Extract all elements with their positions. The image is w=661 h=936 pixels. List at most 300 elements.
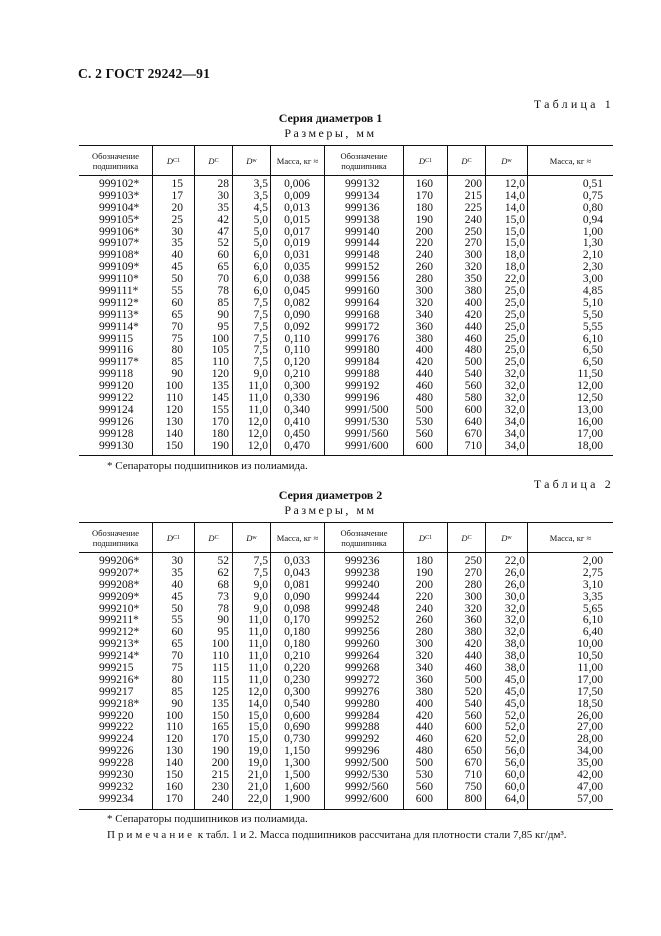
table-cell: 14,0 <box>247 697 268 710</box>
table-cell: 155 <box>211 403 229 416</box>
col-header-designation: Обозначение подшипника <box>79 523 153 552</box>
table-cell: 0,340 <box>284 403 310 416</box>
table-cell: 85 <box>217 296 229 309</box>
table-cell: 14,0 <box>504 201 525 214</box>
table-cell: 7,5 <box>253 308 268 321</box>
table-cell: 460 <box>464 662 482 675</box>
table-cell: 999196 <box>345 392 380 405</box>
table-cell: 7,5 <box>253 332 268 345</box>
table-cell: 190 <box>415 566 433 579</box>
table-cell: 70 <box>171 320 183 333</box>
note-text: к табл. 1 и 2. Масса подшипников рассчитана для плотности стали 7,85 кг/дм³. <box>197 829 567 841</box>
table-cell: 9,0 <box>253 590 268 603</box>
table-cell: 560 <box>415 780 433 793</box>
table-cell: 3,5 <box>253 189 268 202</box>
table-cell: 11,0 <box>248 626 268 639</box>
table2-col-dc-right <box>448 553 486 809</box>
table-cell: 56,0 <box>504 757 525 770</box>
col-header-mass: Масса, кг ≈ <box>549 155 592 166</box>
col-header-designation: Обозначение подшипника <box>325 146 404 175</box>
table-cell: 25,0 <box>504 320 525 333</box>
table-cell: 9992/500 <box>345 757 389 770</box>
table-cell: 0,94 <box>582 213 603 226</box>
table-cell: 999140 <box>345 225 380 238</box>
table-cell: 9992/530 <box>345 769 389 782</box>
table-cell: 12,00 <box>577 380 603 393</box>
table-cell: 18,0 <box>504 261 525 274</box>
table-cell: 200 <box>464 178 482 190</box>
table-cell: 999112* <box>99 296 139 309</box>
table-cell: 999209* <box>99 590 140 603</box>
table-cell: 0,330 <box>284 392 310 405</box>
table-cell: 60 <box>171 626 183 639</box>
table-cell: 400 <box>464 296 482 309</box>
table-cell: 999152 <box>345 261 380 274</box>
table-cell: 17 <box>171 189 183 202</box>
col-header-dw: D w <box>233 146 271 175</box>
table-cell: 400 <box>415 344 433 357</box>
table-cell: 240 <box>211 792 229 805</box>
col-header-dw: D w <box>486 146 528 175</box>
table1-col-mass-left <box>271 176 325 455</box>
table-cell: 999226 <box>99 745 134 758</box>
table-cell: 32,0 <box>504 602 525 615</box>
table-cell: 5,65 <box>582 602 603 615</box>
table-cell: 270 <box>464 566 482 579</box>
table-cell: 34,00 <box>577 745 603 758</box>
table-cell: 50 <box>171 273 183 286</box>
table2-col-designation-right <box>325 553 404 809</box>
table-cell: 0,120 <box>284 356 310 369</box>
table-cell: 800 <box>464 792 482 805</box>
col-header-dc: D C <box>448 523 486 552</box>
table-cell: 460 <box>464 332 482 345</box>
page-header: С. 2 ГОСТ 29242—91 <box>78 66 211 81</box>
table-cell: 999160 <box>345 285 380 298</box>
table-cell: 57,00 <box>577 792 603 805</box>
table-cell: 0,730 <box>284 733 310 746</box>
table-cell: 260 <box>415 614 433 627</box>
col-header-dc1: D C1 <box>153 523 195 552</box>
table2-col-mass-right <box>528 553 613 809</box>
table-cell: 5,0 <box>253 225 268 238</box>
table-cell: 52,0 <box>504 709 525 722</box>
table-cell: 90 <box>171 697 183 710</box>
table-cell: 250 <box>464 555 482 567</box>
table2 <box>79 522 613 810</box>
table-cell: 999232 <box>99 780 134 793</box>
table-cell: 710 <box>464 439 482 452</box>
table-cell: 420 <box>415 709 433 722</box>
table-cell: 70 <box>217 273 229 286</box>
table-cell: 440 <box>464 650 482 663</box>
table-cell: 225 <box>464 201 482 214</box>
table-cell: 5,50 <box>582 308 603 321</box>
table-cell: 300 <box>415 638 433 651</box>
table-cell: 380 <box>415 332 433 345</box>
table-cell: 999128 <box>99 427 134 440</box>
table-cell: 65 <box>217 261 229 274</box>
table-cell: 22,0 <box>247 792 268 805</box>
table-cell: 135 <box>211 380 229 393</box>
table-cell: 500 <box>464 356 482 369</box>
table-cell: 22,0 <box>504 273 525 286</box>
table-cell: 90 <box>171 368 183 381</box>
table2-caption: Таблица 2 <box>533 477 614 491</box>
table-cell: 999217 <box>99 685 134 698</box>
table1 <box>79 145 613 456</box>
table-cell: 40 <box>171 249 183 262</box>
table-cell: 80 <box>171 673 183 686</box>
table-cell: 999103* <box>99 189 140 202</box>
table-cell: 500 <box>415 757 433 770</box>
table1-col-designation-left <box>79 176 153 455</box>
table-cell: 1,500 <box>284 769 310 782</box>
table-cell: 0,300 <box>284 685 310 698</box>
table-cell: 220 <box>415 237 433 250</box>
table-cell: 360 <box>415 673 433 686</box>
col-header-mass: Масса, кг ≈ <box>271 146 325 175</box>
table-cell: 20 <box>171 201 183 214</box>
table-cell: 34,0 <box>504 415 525 428</box>
table-cell: 999106* <box>99 225 140 238</box>
table-cell: 999210* <box>99 602 140 615</box>
table-cell: 9992/560 <box>345 780 389 793</box>
table-cell: 999168 <box>345 308 380 321</box>
table-cell: 21,0 <box>247 780 268 793</box>
table-cell: 145 <box>211 392 229 405</box>
table2-col-dw-left <box>233 553 271 809</box>
table-cell: 999105* <box>99 213 140 226</box>
table-cell: 540 <box>464 697 482 710</box>
table-cell: 320 <box>415 296 433 309</box>
table-cell: 11,00 <box>577 662 603 675</box>
table1-caption: Таблица 1 <box>533 97 614 111</box>
table-cell: 320 <box>415 650 433 663</box>
table-cell: 78 <box>217 602 229 615</box>
table-cell: 65 <box>171 308 183 321</box>
table-cell: 620 <box>464 733 482 746</box>
table-cell: 64,0 <box>504 792 525 805</box>
table-cell: 0,035 <box>284 261 310 274</box>
table-cell: 0,006 <box>284 178 310 190</box>
table-cell: 380 <box>415 685 433 698</box>
table-cell: 240 <box>415 602 433 615</box>
table-cell: 220 <box>415 590 433 603</box>
table-cell: 55 <box>171 614 183 627</box>
table-cell: 300 <box>464 249 482 262</box>
table-cell: 999126 <box>99 415 134 428</box>
table-cell: 999156 <box>345 273 380 286</box>
table-cell: 25,0 <box>504 285 525 298</box>
table1-col-designation-right <box>325 176 404 455</box>
table1-col-dc1-right <box>404 176 448 455</box>
table-cell: 17,00 <box>577 673 603 686</box>
table-cell: 15 <box>171 178 183 190</box>
table-cell: 0,210 <box>284 368 310 381</box>
table-cell: 300 <box>464 590 482 603</box>
table-cell: 18,50 <box>577 697 603 710</box>
table-cell: 270 <box>464 237 482 250</box>
table-cell: 120 <box>165 733 183 746</box>
table-cell: 15,0 <box>247 721 268 734</box>
table-cell: 280 <box>464 578 482 591</box>
table-cell: 120 <box>165 403 183 416</box>
table1-footnote: * Сепараторы подшипников из полиамида. <box>107 460 308 472</box>
table-cell: 52 <box>217 237 229 250</box>
table-cell: 110 <box>212 650 229 663</box>
col-header-dc1: D C1 <box>404 523 448 552</box>
table-cell: 120 <box>211 368 229 381</box>
table-cell: 0,300 <box>284 380 310 393</box>
table-cell: 0,230 <box>284 673 310 686</box>
table1-col-dw-left <box>233 176 271 455</box>
table-cell: 34,0 <box>504 427 525 440</box>
table-cell: 999252 <box>345 614 380 627</box>
table-cell: 3,35 <box>582 590 603 603</box>
table-cell: 999207* <box>99 566 140 579</box>
table-cell: 110 <box>212 356 229 369</box>
table-cell: 300 <box>415 285 433 298</box>
col-header-mass: Масса, кг ≈ <box>549 532 592 543</box>
table-cell: 38,0 <box>504 650 525 663</box>
col-header-dw: D w <box>233 523 271 552</box>
table-cell: 5,55 <box>582 320 603 333</box>
table-cell: 19,0 <box>247 745 268 758</box>
table-cell: 32,0 <box>504 368 525 381</box>
table2-col-dw-right <box>486 553 528 809</box>
col-header-mass: Масса, кг ≈ <box>271 523 325 552</box>
table-cell: 200 <box>415 578 433 591</box>
table-cell: 6,50 <box>582 344 603 357</box>
table-cell: 215 <box>211 769 229 782</box>
table-cell: 100 <box>165 709 183 722</box>
table-cell: 38,0 <box>504 662 525 675</box>
table-cell: 1,00 <box>582 225 603 238</box>
table-cell: 40 <box>171 578 183 591</box>
table-cell: 420 <box>464 638 482 651</box>
table-cell: 90 <box>217 308 229 321</box>
table-cell: 2,00 <box>582 555 603 567</box>
table-cell: 530 <box>415 769 433 782</box>
table-cell: 0,082 <box>284 296 310 309</box>
table-cell: 0,600 <box>284 709 310 722</box>
table-cell: 6,10 <box>582 614 603 627</box>
table-cell: 11,0 <box>248 403 268 416</box>
table-cell: 400 <box>415 697 433 710</box>
table-cell: 25,0 <box>504 344 525 357</box>
table-cell: 11,0 <box>248 614 268 627</box>
table-cell: 0,110 <box>284 344 310 357</box>
table-cell: 650 <box>464 745 482 758</box>
table-cell: 21,0 <box>247 769 268 782</box>
col-header-designation: Обозначение подшипника <box>325 523 404 552</box>
table-cell: 38,0 <box>504 638 525 651</box>
table-cell: 45,0 <box>504 673 525 686</box>
table-cell: 7,5 <box>253 356 268 369</box>
table-cell: 2,30 <box>582 261 603 274</box>
table-cell: 100 <box>211 638 229 651</box>
table-cell: 999284 <box>345 709 380 722</box>
table-cell: 32,0 <box>504 626 525 639</box>
table1-col-dc-right <box>448 176 486 455</box>
table-cell: 85 <box>171 685 183 698</box>
table-cell: 95 <box>217 626 229 639</box>
table-cell: 0,045 <box>284 285 310 298</box>
table-cell: 0,019 <box>284 237 310 250</box>
table-cell: 45,0 <box>504 685 525 698</box>
table-cell: 15,0 <box>504 237 525 250</box>
table1-header-row <box>79 145 613 176</box>
table-cell: 320 <box>464 261 482 274</box>
table-cell: 14,0 <box>504 189 525 202</box>
table-cell: 6,0 <box>253 285 268 298</box>
table-cell: 110 <box>166 392 183 405</box>
table-cell: 3,00 <box>582 273 603 286</box>
table-cell: 2,75 <box>582 566 603 579</box>
table-cell: 9,0 <box>253 578 268 591</box>
table-cell: 999218* <box>99 697 140 710</box>
table-cell: 45 <box>171 590 183 603</box>
table-cell: 999214* <box>99 650 140 663</box>
table2-col-dc1-right <box>404 553 448 809</box>
table-cell: 0,015 <box>284 213 310 226</box>
table2-dims-label: Размеры, мм <box>284 503 377 517</box>
table-cell: 190 <box>211 745 229 758</box>
table-cell: 190 <box>211 439 229 452</box>
table-cell: 999276 <box>345 685 380 698</box>
table-cell: 60 <box>217 249 229 262</box>
table-cell: 15,0 <box>247 733 268 746</box>
col-header-designation: Обозначение подшипника <box>79 146 153 175</box>
table-cell: 560 <box>464 380 482 393</box>
table1-col-dc-left <box>195 176 233 455</box>
table-cell: 110 <box>166 721 183 734</box>
table-cell: 999130 <box>99 439 134 452</box>
table-cell: 30 <box>171 555 183 567</box>
table-cell: 6,50 <box>582 356 603 369</box>
table-cell: 540 <box>464 368 482 381</box>
table-cell: 9991/560 <box>345 427 389 440</box>
table-cell: 215 <box>464 189 482 202</box>
table-cell: 70 <box>171 650 183 663</box>
table-cell: 670 <box>464 427 482 440</box>
table2-header-row <box>79 522 613 553</box>
table-cell: 999144 <box>345 237 380 250</box>
table-cell: 999192 <box>345 380 380 393</box>
table-cell: 60 <box>171 296 183 309</box>
table-cell: 47 <box>217 225 229 238</box>
table-cell: 480 <box>415 745 433 758</box>
table-cell: 999240 <box>345 578 380 591</box>
table-cell: 999124 <box>99 403 134 416</box>
table-cell: 360 <box>415 320 433 333</box>
table-cell: 19,0 <box>247 757 268 770</box>
table-cell: 13,00 <box>577 403 603 416</box>
table-cell: 6,0 <box>253 273 268 286</box>
table-cell: 999296 <box>345 745 380 758</box>
table-cell: 5,0 <box>253 213 268 226</box>
table-cell: 999234 <box>99 792 134 805</box>
table-cell: 999272 <box>345 673 380 686</box>
table-cell: 26,0 <box>504 566 525 579</box>
table-cell: 999107* <box>99 237 140 250</box>
table2-footnote: * Сепараторы подшипников из полиамида. <box>107 813 308 825</box>
table-cell: 90 <box>217 614 229 627</box>
table-cell: 160 <box>415 178 433 190</box>
table-cell: 34,0 <box>504 439 525 452</box>
table-cell: 480 <box>464 344 482 357</box>
table-cell: 35 <box>171 566 183 579</box>
table-cell: 165 <box>211 721 229 734</box>
table-cell: 460 <box>415 733 433 746</box>
table-cell: 6,0 <box>253 261 268 274</box>
table-cell: 500 <box>415 403 433 416</box>
table-cell: 600 <box>464 403 482 416</box>
table-cell: 560 <box>415 427 433 440</box>
table-cell: 30 <box>171 225 183 238</box>
table-cell: 999184 <box>345 356 380 369</box>
table-cell: 999117* <box>99 356 139 369</box>
table-cell: 0,090 <box>284 308 310 321</box>
table-cell: 3,10 <box>582 578 603 591</box>
table-cell: 0,031 <box>284 249 310 262</box>
table2-col-dc1-left <box>153 553 195 809</box>
table-cell: 0,470 <box>284 439 310 452</box>
table-cell: 380 <box>464 285 482 298</box>
table-cell: 150 <box>165 769 183 782</box>
table-cell: 999116 <box>99 344 134 357</box>
table2-col-mass-left <box>271 553 325 809</box>
table-cell: 0,110 <box>284 332 310 345</box>
table-cell: 999113* <box>99 308 139 321</box>
table-cell: 0,220 <box>284 662 310 675</box>
table-cell: 150 <box>211 709 229 722</box>
table-cell: 999136 <box>345 201 380 214</box>
table-cell: 999260 <box>345 638 380 651</box>
table-cell: 999292 <box>345 733 380 746</box>
table-cell: 26,0 <box>504 578 525 591</box>
table-cell: 999228 <box>99 757 134 770</box>
table-cell: 999164 <box>345 296 380 309</box>
table-cell: 0,009 <box>284 189 310 202</box>
table-cell: 45 <box>171 261 183 274</box>
table-cell: 999208* <box>99 578 140 591</box>
table-cell: 17,50 <box>577 685 603 698</box>
table-cell: 1,900 <box>284 792 310 805</box>
table-cell: 0,098 <box>284 602 310 615</box>
table-cell: 460 <box>415 380 433 393</box>
table-cell: 0,180 <box>284 638 310 651</box>
table-cell: 7,5 <box>253 320 268 333</box>
table-cell: 25 <box>171 213 183 226</box>
table-cell: 150 <box>165 439 183 452</box>
table-cell: 9991/530 <box>345 415 389 428</box>
table-cell: 1,150 <box>284 745 310 758</box>
table-cell: 999115 <box>99 332 134 345</box>
table-cell: 6,0 <box>253 249 268 262</box>
table1-dims-label: Размеры, мм <box>284 126 377 140</box>
table-cell: 440 <box>415 721 433 734</box>
table-cell: 12,0 <box>247 439 268 452</box>
note-label: Примечание <box>107 829 195 841</box>
table2-series-title: Серия диаметров 2 <box>278 488 383 502</box>
table-cell: 180 <box>211 427 229 440</box>
table-cell: 240 <box>415 249 433 262</box>
table-cell: 30 <box>217 189 229 202</box>
table-cell: 999132 <box>345 178 380 190</box>
table-cell: 10,50 <box>577 650 603 663</box>
